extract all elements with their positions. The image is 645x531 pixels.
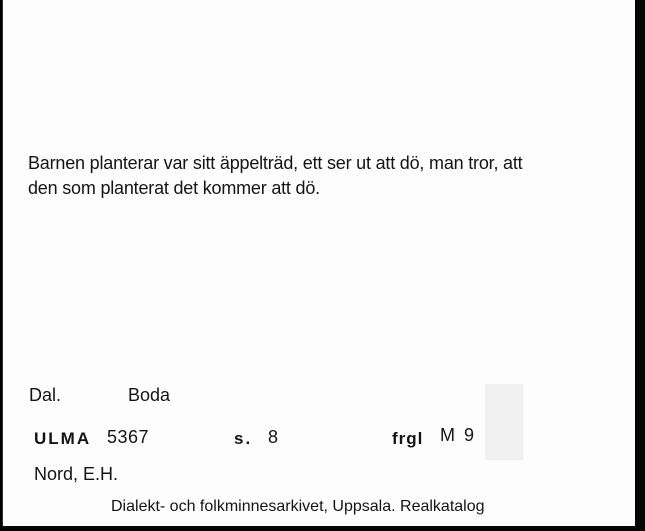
ulma-label: ULMA (34, 429, 92, 448)
scan-border-bottom (0, 526, 645, 531)
ulma-number: 5367 (107, 427, 150, 447)
archive-card (2, 0, 636, 526)
frgl-label: frgl (392, 429, 424, 448)
recorder: Nord, E.H. (34, 464, 119, 484)
archive-footer: Dialekt- och folkminnesarkivet, Uppsala. Realkatalog (111, 498, 485, 515)
frgl-value: M 9 (440, 425, 477, 445)
scan-border-right (635, 0, 645, 531)
bleed-through-watermark: ▮ (478, 361, 531, 468)
parish: Boda (128, 385, 171, 405)
page-label: s. (234, 429, 253, 448)
card-text (28, 151, 613, 201)
card-text-line-1: Barnen planterar var sitt äppelträd, ett ser ut att dö, man tror, att (28, 153, 523, 173)
page-number: 8 (268, 427, 279, 447)
card-text-line-2: den som planterat det kommer att dö. (28, 178, 320, 198)
province: Dal. (29, 385, 62, 405)
